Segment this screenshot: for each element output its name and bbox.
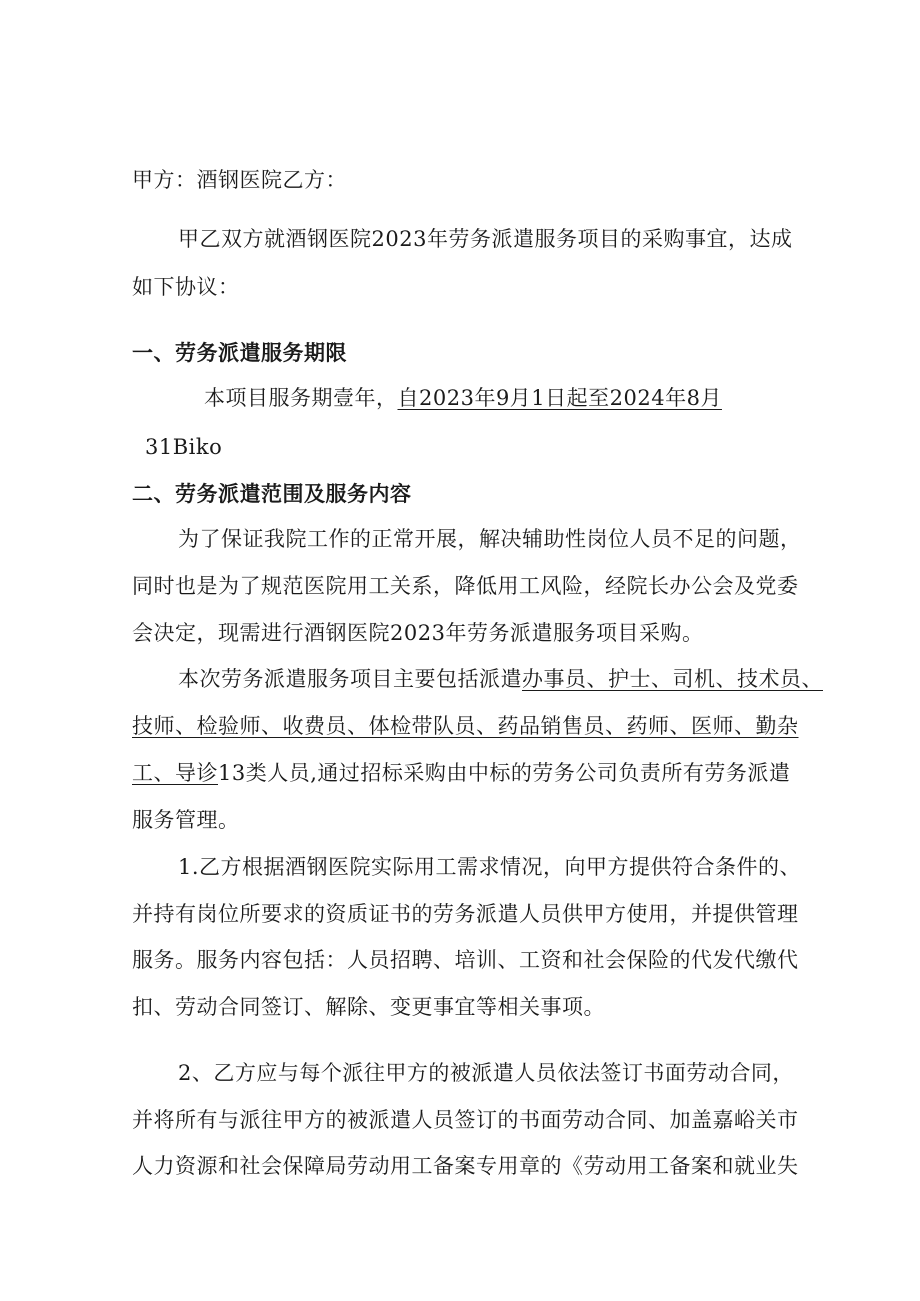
intro-line-2: 如下协议：	[132, 275, 240, 299]
para2-line-4: 服务管理。	[132, 808, 240, 832]
section-1-heading: 一、劳务派遣服务期限	[132, 340, 347, 365]
para1-line-2: 同时也是为了规范医院用工关系，降低用工风险，经院长办公会及党委	[132, 574, 799, 598]
service-period-dates: 自2023年9月1日起至2024年8月	[397, 386, 722, 410]
staff-categories-part-2: 技师、检验师、收费员、体检带队员、药品销售员、药师、医师、勤杂	[132, 714, 799, 738]
section-1-text-continued: 31Biko	[145, 435, 223, 459]
item1-line-3: 服务。服务内容包括：人员招聘、培训、工资和社会保险的代发代缴代	[132, 948, 799, 972]
service-period-label: 本项目服务期壹年，	[204, 386, 398, 410]
parties-line: 甲方：酒钢医院乙方：	[132, 168, 347, 192]
item2-line-2: 并将所有与派往甲方的被派遣人员签订的书面劳动合同、加盖嘉峪关市	[132, 1108, 799, 1132]
staff-categories-part-1: 办事员、护士、司机、技术员、	[522, 667, 823, 691]
para2-intro-text: 本次劳务派遣服务项目主要包括派遣	[178, 667, 522, 691]
section-1-text	[204, 384, 722, 412]
item1-line-2: 并持有岗位所要求的资质证书的劳务派遣人员供甲方使用，并提供管理	[132, 902, 799, 926]
item1-line-1: 1.乙方根据酒钢医院实际用工需求情况，向甲方提供符合条件的、	[178, 855, 802, 879]
staff-categories-part-3: 工、导诊	[132, 761, 218, 785]
intro-line-1: 甲乙双方就酒钢医院2023年劳务派遣服务项目的采购事宜，达成	[178, 227, 793, 251]
section-2-heading: 二、劳务派遣范围及服务内容	[132, 481, 412, 506]
para2-procurement-text: 13类人员,通过招标采购由中标的劳务公司负责所有劳务派遣	[218, 761, 791, 785]
para1-line-1: 为了保证我院工作的正常开展，解决辅助性岗位人员不足的问题，	[178, 527, 802, 551]
para2-line-1	[178, 665, 823, 693]
item2-line-3: 人力资源和社会保障局劳动用工备案专用章的《劳动用工备案和就业失	[132, 1154, 799, 1178]
para2-line-3	[132, 759, 790, 787]
item1-line-4: 扣、劳动合同签订、解除、变更事宜等相关事项。	[132, 995, 605, 1019]
para1-line-3: 会决定，现需进行酒钢医院2023年劳务派遣服务项目采购。	[132, 621, 704, 645]
item2-line-1: 2、乙方应与每个派往甲方的被派遣人员依法签订书面劳动合同，	[178, 1061, 794, 1085]
